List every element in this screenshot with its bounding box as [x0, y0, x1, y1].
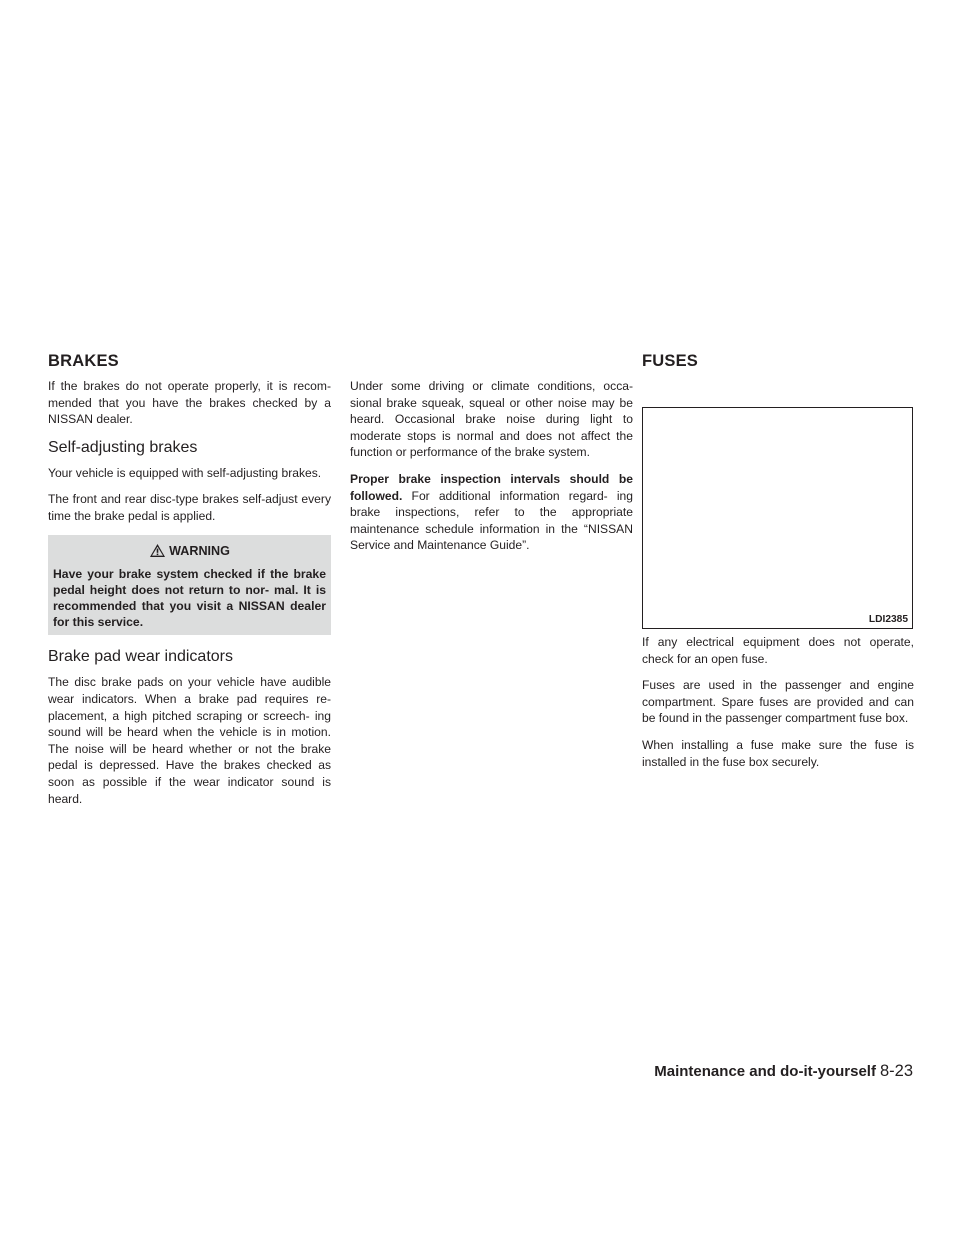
pad-wear-title: Brake pad wear indicators [48, 648, 233, 666]
self-adjusting-p2: The front and rear disc-type brakes self-adjust every time the brake pedal is applied. [48, 492, 331, 523]
figure-label: LDI2385 [868, 614, 908, 625]
inspection-paragraph [350, 471, 633, 554]
brakes-heading: BRAKES [48, 352, 119, 370]
fuses-column [642, 634, 914, 780]
warning-title: WARNING [169, 543, 230, 558]
fuses-p2: Fuses are used in the passenger and engine compartment. Spare fuses are provided and can be found in the passenger compartment fuse box. [642, 678, 914, 726]
self-adjusting-p1: Your vehicle is equipped with self-adjusting brakes. [48, 465, 322, 480]
fuses-heading: FUSES [642, 352, 699, 370]
self-adjusting-title: Self-adjusting brakes [48, 438, 198, 456]
fuse-figure [642, 407, 913, 629]
page-number: 8-23 [879, 1062, 913, 1080]
brake-noise-paragraph: Under some driving or climate conditions, occa- sional brake squeak, squeal or other noise may be heard. Occasional brake noise during light to moderate stops is normal and does not affect the function or performance of the brake system. [350, 379, 633, 460]
footer-section: Maintenance and do-it-yourself [654, 1063, 876, 1080]
warning-header [48, 535, 331, 566]
fuses-p3: When installing a fuse make sure the fuse is installed in the fuse box securely. [642, 737, 914, 769]
warning-triangle-icon [149, 543, 166, 558]
warning-box [48, 535, 331, 636]
brakes-column-2 [350, 378, 633, 564]
brakes-column-1 [48, 378, 331, 817]
warning-body: Have your brake system checked if the brake pedal height does not return to nor- mal. It is recommended that you visit a NISSAN dealer for this service. [53, 567, 326, 629]
inspection-body: For additional information regard- ing brake inspections, refer to the appropriate maintenance schedule information in the “NISSAN Service and Maintenance Guide”. [350, 488, 633, 553]
brakes-intro: If the brakes do not operate properly, it is recom- mended that you have the brakes checked by a NISSAN dealer. [48, 379, 331, 427]
inspection-lead: Proper brake inspection intervals should be followed. [350, 471, 633, 503]
fuses-p1: If any electrical equipment does not operate, check for an open fuse. [642, 635, 914, 666]
page-footer [654, 1062, 913, 1081]
pad-wear-body: The disc brake pads on your vehicle have audible wear indicators. When a brake pad requires re- placement, a high pitched scraping or screech- ing sound will be heard when the vehicle is in motion. The noise will be heard whether or not the brake pedal is depressed. Have the brakes checked as soon as possible if the wear indicator sound is heard. [48, 675, 331, 806]
